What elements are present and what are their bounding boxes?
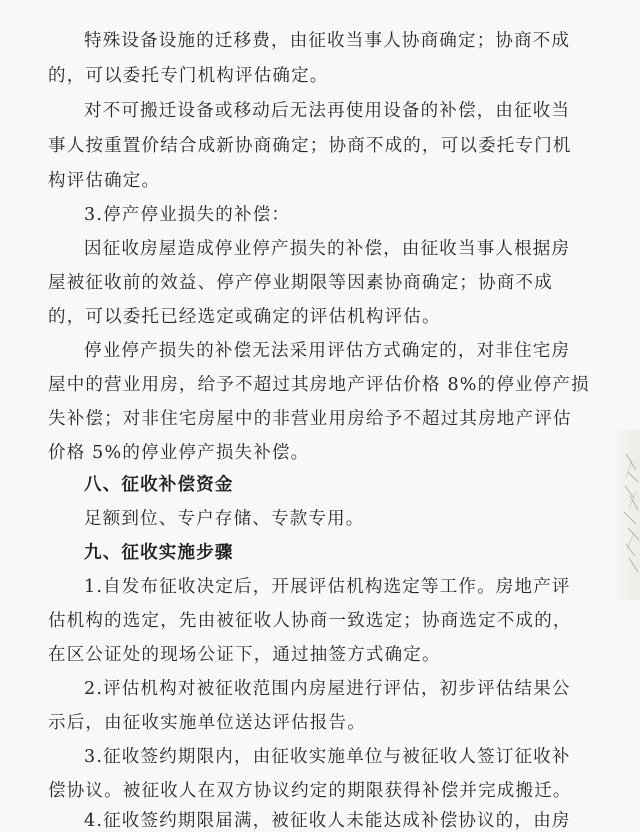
text-line: 2.评估机构对被征收范围内房屋进行评估，初步评估结果公	[84, 679, 571, 699]
text-line: 事人按重置价结合成新协商确定；协商不成的，可以委托专门机	[48, 136, 572, 156]
text-line: 停业停产损失的补偿无法采用评估方式确定的，对非住宅房	[84, 341, 571, 361]
text-line: 因征收房屋造成停业停产损失的补偿，由征收当事人根据房	[84, 239, 571, 259]
text-line: 特殊设备设施的迁移费，由征收当事人协商确定；协商不成	[84, 31, 571, 51]
text-line: 屋中的营业用房，给予不超过其房地产评估价格 8%的停业停产损	[48, 375, 590, 395]
text-line: 的，可以委托已经选定或确定的评估机构评估。	[48, 307, 441, 327]
section-heading: 九、征收实施步骤	[84, 543, 234, 563]
text-line: 失补偿；对非住宅房屋中的非营业用房给予不超过其房地产评估	[48, 409, 572, 429]
text-line: 1.自发布征收决定后，开展评估机构选定等工作。房地产评	[84, 577, 571, 597]
text-line: 的，可以委托专门机构评估确定。	[48, 66, 329, 86]
text-line: 估机构的选定，先由被征收人协商一致选定；协商选定不成的，	[48, 611, 572, 631]
text-line: 屋被征收前的效益、停产停业期限等因素协商确定；协商不成	[48, 273, 553, 293]
bleed-through-sketch	[622, 452, 640, 574]
text-line: 示后，由征收实施单位送达评估报告。	[48, 713, 366, 733]
text-line: 3.征收签约期限内，由征收实施单位与被征收人签订征收补	[84, 747, 571, 767]
subsection-title: 3.停产停业损失的补偿：	[84, 205, 291, 225]
text-line: 构评估确定。	[48, 171, 161, 191]
text-line: 价格 5%的停业停产损失补偿。	[48, 443, 310, 463]
section-heading: 八、征收补偿资金	[84, 475, 234, 495]
text-line: 偿协议。被征收人在双方协议约定的期限获得补偿并完成搬迁。	[48, 781, 572, 801]
text-line: 足额到位、专户存储、专款专用。	[84, 509, 365, 529]
text-line: 4.征收签约期限届满，被征收人未能达成补偿协议的，由房	[84, 811, 571, 831]
text-line: 在区公证处的现场公证下，通过抽签方式确定。	[48, 645, 441, 665]
text-line: 对不可搬迁设备或移动后无法再使用设备的补偿，由征收当	[84, 101, 571, 121]
